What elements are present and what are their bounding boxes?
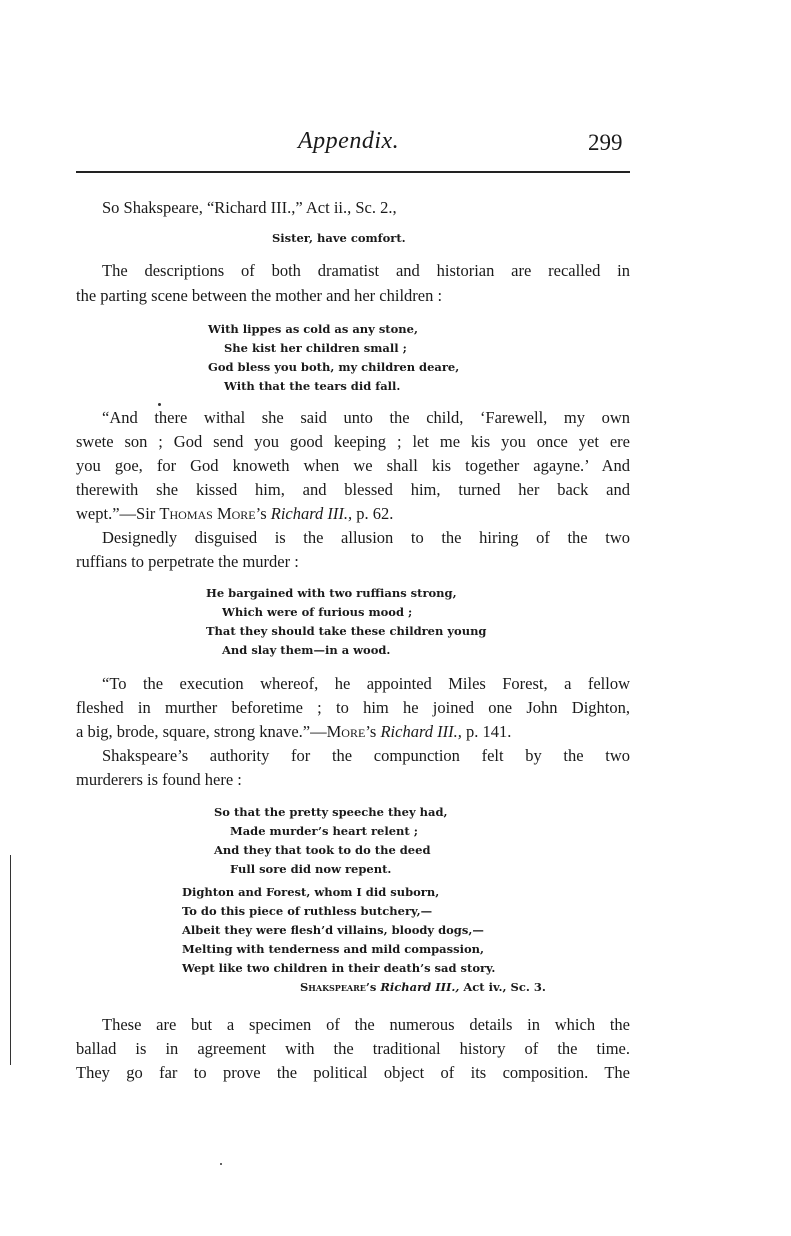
- para2-line-5: [76, 503, 630, 525]
- para2-line-4: therewith she kissed him, and blessed him, turned her back and: [76, 480, 630, 499]
- verse4-line-3: Albeit they were flesh’d villains, bloody dogs,—: [182, 923, 484, 937]
- para6-line-2: ballad is in agreement with the traditional history of the time.: [76, 1039, 630, 1058]
- verse2-line-4: And slay them—in a wood.: [222, 643, 391, 657]
- verse4-citation-post: Act iv., Sc. 3.: [459, 980, 546, 994]
- para1-line-1: The descriptions of both dramatist and historian are recalled in: [102, 261, 630, 280]
- para2-line-1: “And there withal she said unto the child, ‘Farewell, my own: [102, 408, 630, 427]
- para5-line-1: Shakspeare’s authority for the compunction felt by the two: [102, 746, 630, 765]
- para6-line-3: They go far to prove the political object of its composition. The: [76, 1063, 630, 1082]
- stray-mark-bottom: [220, 1163, 222, 1165]
- verse3-line-3: And they that took to do the deed: [214, 843, 431, 857]
- verse4-citation-work: Richard III.,: [380, 980, 460, 994]
- para2-citation-post: p. 62.: [352, 504, 394, 523]
- para3-line-1: Designedly disguised is the allusion to the hiring of the two: [102, 528, 630, 547]
- verse1-line-2: She kist her children small ;: [224, 341, 407, 355]
- verse4-citation-author: Shakspeare: [300, 980, 366, 994]
- para5-line-2: murderers is found here :: [76, 770, 242, 789]
- margin-line-left: [10, 855, 11, 1065]
- para4-line-2: fleshed in murther beforetime ; to him he joined one John Dighton,: [76, 698, 630, 717]
- para4-line-3: [76, 721, 630, 743]
- verse2-line-3: That they should take these children young: [206, 624, 487, 638]
- page-number: 299: [588, 130, 623, 155]
- para2-line-3: you goe, for God knoweth when we shall kis together agayne.’ And: [76, 456, 630, 475]
- para4-line-1: “To the execution whereof, he appointed Miles Forest, a fellow: [102, 674, 630, 693]
- para2-line-2: swete son ; God send you good keeping ; let me kis you once yet ere: [76, 432, 630, 451]
- para2-citation-pre: wept.”—Sir: [76, 504, 160, 523]
- para2-citation-poss: ’s: [255, 504, 271, 523]
- stray-mark: [158, 403, 161, 406]
- verse3-line-2: Made murder’s heart relent ;: [230, 824, 418, 838]
- verse3-line-1: So that the pretty speeche they had,: [214, 805, 448, 819]
- para2-citation-work: Richard III.,: [270, 504, 353, 523]
- intro-line: So Shakspeare, “Richard III.,” Act ii., Sc. 2.,: [102, 198, 397, 217]
- para4-citation-work: Richard III.,: [380, 722, 462, 741]
- verse2-line-2: Which were of furious mood ;: [222, 605, 413, 619]
- para1-line-2: the parting scene between the mother and her children :: [76, 286, 443, 305]
- verse4-line-4: Melting with tenderness and mild compassion,: [182, 942, 484, 956]
- verse1-line-4: With that the tears did fall.: [224, 379, 401, 393]
- para4-citation-poss: ’s: [365, 722, 381, 741]
- verse1-line-1: With lippes as cold as any stone,: [208, 322, 418, 336]
- para4-citation-pre: a big, brode, square, strong knave.”—: [76, 722, 327, 741]
- verse4-citation: [300, 978, 546, 996]
- verse4-line-2: To do this piece of ruthless butchery,—: [182, 904, 433, 918]
- verse4-line-1: Dighton and Forest, whom I did suborn,: [182, 885, 440, 899]
- para4-citation-author: More: [326, 722, 366, 741]
- para6-line-1: These are but a specimen of the numerous details in which the: [102, 1015, 630, 1034]
- verse4-citation-poss: ’s: [365, 980, 381, 994]
- header-rule: [76, 171, 630, 173]
- verse2-line-1: He bargained with two ruffians strong,: [206, 586, 457, 600]
- verse1-line-3: God bless you both, my children deare,: [208, 360, 460, 374]
- verse3-line-4: Full sore did now repent.: [230, 862, 392, 876]
- para2-citation-author: Thomas More: [159, 504, 256, 523]
- page-header-title: Appendix.: [298, 128, 400, 154]
- caption: Sister, have comfort.: [272, 231, 406, 245]
- verse4-line-5: Wept like two children in their death’s sad story.: [182, 961, 496, 975]
- para3-line-2: ruffians to perpetrate the murder :: [76, 552, 299, 571]
- para4-citation-post: p. 141.: [461, 722, 512, 741]
